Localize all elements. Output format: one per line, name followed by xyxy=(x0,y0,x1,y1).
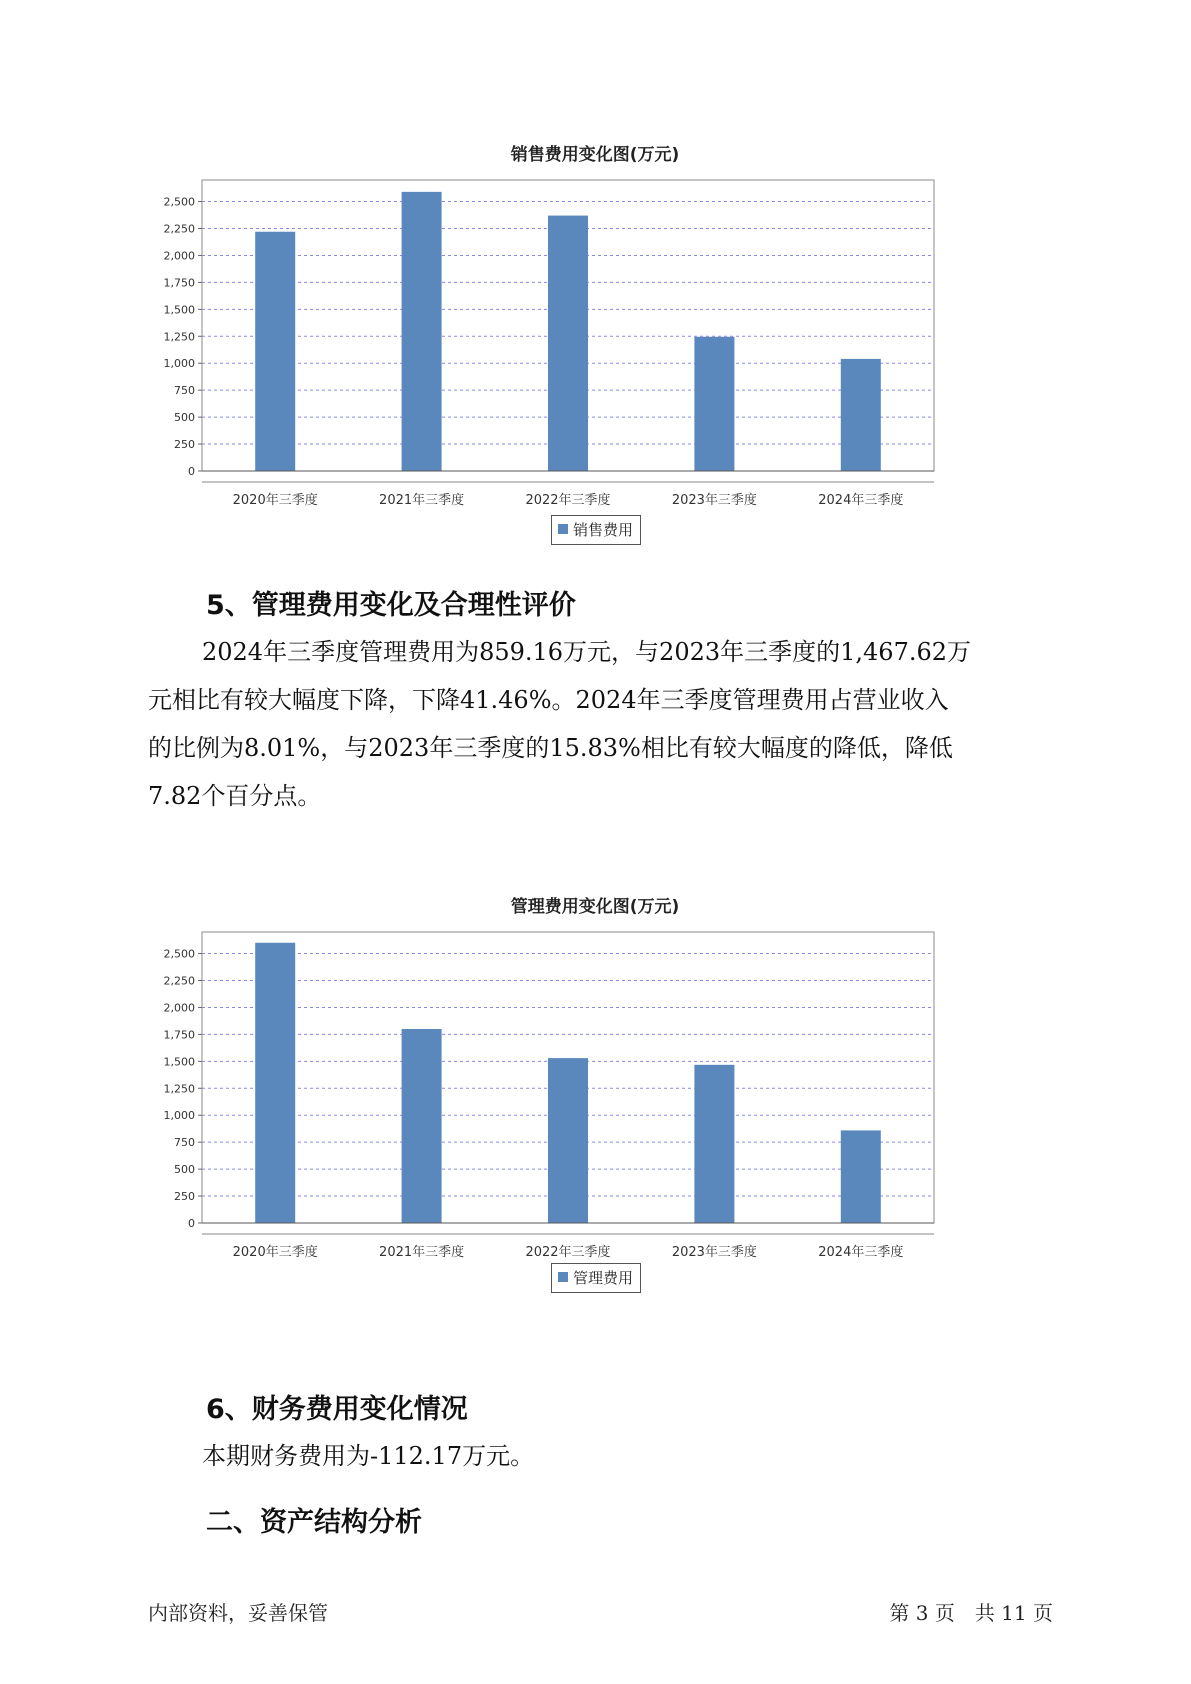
x-tick-label: 2022年三季度 xyxy=(525,493,611,508)
y-tick-label: 1,750 xyxy=(163,1028,195,1042)
x-tick-label: 2023年三季度 xyxy=(671,493,757,508)
legend-label: 管理费用 xyxy=(573,1269,634,1287)
chart-legend xyxy=(551,515,641,545)
y-tick-label: 1,000 xyxy=(163,1109,195,1123)
y-tick-label: 500 xyxy=(174,411,195,425)
y-tick-label: 750 xyxy=(174,384,195,398)
paragraph-line: 的比例为8.01%，与2023年三季度的15.83%相比有较大幅度的降低，降低 xyxy=(148,734,953,762)
y-tick-label: 250 xyxy=(174,1190,195,1204)
y-tick-label: 1,500 xyxy=(163,1055,195,1069)
x-tick-label: 2024年三季度 xyxy=(818,493,904,508)
section-5-paragraph xyxy=(0,628,1191,820)
y-tick-label: 2,500 xyxy=(163,195,195,209)
chart-legend xyxy=(551,1263,641,1293)
admin-expense-chart xyxy=(160,882,1030,1302)
y-tick-label: 1,250 xyxy=(163,330,195,344)
section-6-paragraph: 本期财务费用为-112.17万元。 xyxy=(202,1442,535,1470)
paragraph-line: 7.82个百分点。 xyxy=(148,782,322,810)
y-tick-label: 2,000 xyxy=(163,249,195,263)
x-tick-label: 2024年三季度 xyxy=(818,1245,904,1260)
x-tick-label: 2020年三季度 xyxy=(232,493,318,508)
y-tick-label: 750 xyxy=(174,1136,195,1150)
section-6-heading: 6、财务费用变化情况 xyxy=(206,1394,468,1425)
bar xyxy=(841,359,881,471)
y-tick-label: 1,500 xyxy=(163,303,195,317)
bar xyxy=(841,1130,881,1223)
sales-expense-chart xyxy=(160,130,1030,550)
y-tick-label: 250 xyxy=(174,438,195,452)
legend-label: 销售费用 xyxy=(573,521,634,539)
chart-title: 管理费用变化图(万元) xyxy=(510,897,680,917)
legend-swatch xyxy=(558,524,568,534)
x-tick-label: 2021年三季度 xyxy=(379,493,465,508)
y-tick-label: 500 xyxy=(174,1163,195,1177)
legend-swatch xyxy=(558,1272,568,1282)
section-two-heading: 二、资产结构分析 xyxy=(206,1507,422,1538)
bar xyxy=(402,192,442,471)
chart-plot xyxy=(160,170,1030,550)
x-tick-label: 2023年三季度 xyxy=(671,1245,757,1260)
x-tick-label: 2020年三季度 xyxy=(232,1245,318,1260)
y-tick-label: 0 xyxy=(188,1217,195,1230)
bar xyxy=(694,1065,734,1223)
bar xyxy=(694,337,734,471)
x-tick-label: 2022年三季度 xyxy=(525,1245,611,1260)
y-tick-label: 2,500 xyxy=(163,947,195,961)
y-tick-label: 1,000 xyxy=(163,357,195,371)
bar xyxy=(402,1029,442,1223)
y-tick-label: 2,250 xyxy=(163,974,195,988)
bar xyxy=(548,216,588,471)
bar xyxy=(548,1058,588,1223)
y-tick-label: 2,000 xyxy=(163,1001,195,1015)
chart-title: 销售费用变化图(万元) xyxy=(510,145,680,165)
y-tick-label: 0 xyxy=(188,465,195,478)
bar xyxy=(255,232,295,471)
footer-left: 内部资料，妥善保管 xyxy=(148,1601,328,1625)
paragraph-line: 2024年三季度管理费用为859.16万元，与2023年三季度的1,467.62万 xyxy=(202,638,972,666)
y-tick-label: 1,750 xyxy=(163,276,195,290)
chart-plot xyxy=(160,922,1030,1302)
section-5-heading: 5、管理费用变化及合理性评价 xyxy=(206,590,576,621)
x-tick-label: 2021年三季度 xyxy=(379,1245,465,1260)
paragraph-line: 元相比有较大幅度下降，下降41.46%。2024年三季度管理费用占营业收入 xyxy=(148,686,949,714)
footer-page-number: 第 3 页 共 11 页 xyxy=(889,1601,1053,1625)
y-tick-label: 2,250 xyxy=(163,222,195,236)
bar xyxy=(255,943,295,1223)
y-tick-label: 1,250 xyxy=(163,1082,195,1096)
